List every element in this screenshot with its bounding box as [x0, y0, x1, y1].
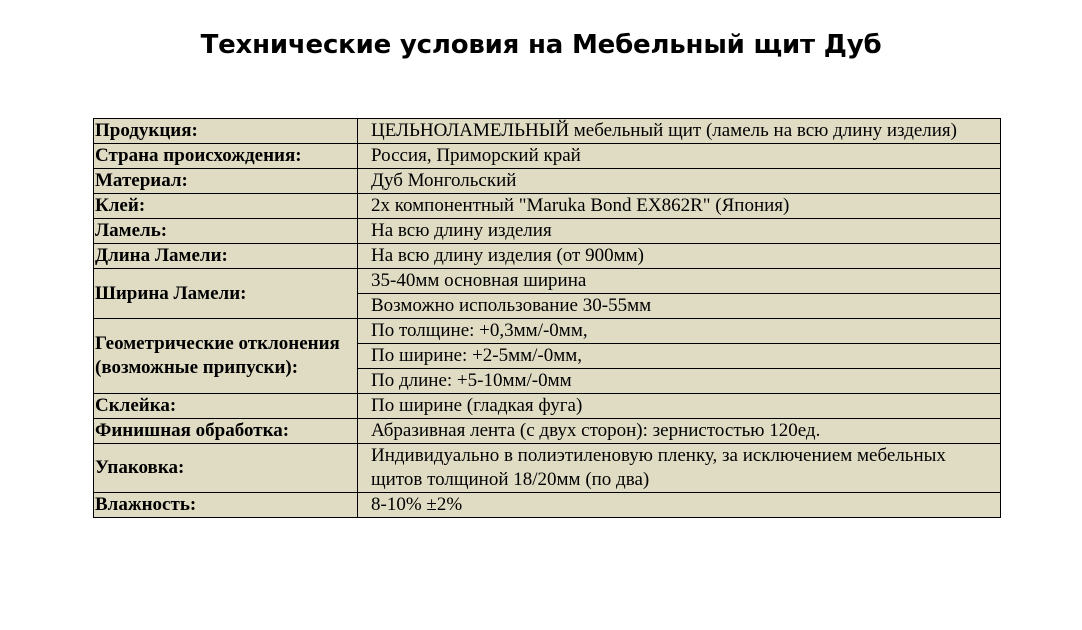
- row-value: Дуб Монгольский: [358, 169, 1001, 194]
- row-label: Ламель:: [94, 219, 358, 244]
- row-value: 35-40мм основная ширина: [358, 269, 1001, 294]
- row-label: Клей:: [94, 194, 358, 219]
- row-label: Влажность:: [94, 493, 358, 518]
- table-row: [94, 219, 1001, 244]
- row-value: На всю длину изделия: [358, 219, 1001, 244]
- row-label: Финишная обработка:: [94, 419, 358, 444]
- row-label: Склейка:: [94, 394, 358, 419]
- row-label: Страна происхождения:: [94, 144, 358, 169]
- row-value: Возможно использование 30-55мм: [358, 294, 1001, 319]
- row-value: По длине: +5-10мм/-0мм: [358, 369, 1001, 394]
- table-row: [94, 493, 1001, 518]
- spec-table: [93, 118, 1001, 518]
- row-label: Материал:: [94, 169, 358, 194]
- table-row: [94, 144, 1001, 169]
- page-title: Технические условия на Мебельный щит Дуб: [200, 30, 882, 60]
- table-row: [94, 319, 1001, 344]
- row-label: Упаковка:: [94, 444, 358, 493]
- table-row: [94, 119, 1001, 144]
- row-label: Длина Ламели:: [94, 244, 358, 269]
- row-value: По ширине (гладкая фуга): [358, 394, 1001, 419]
- table-row: [94, 419, 1001, 444]
- row-value: 2х компонентный "Maruka Bond EX862R" (Япония): [358, 194, 1001, 219]
- row-label: Ширина Ламели:: [94, 269, 358, 319]
- row-value: ЦЕЛЬНОЛАМЕЛЬНЫЙ мебельный щит (ламель на всю длину изделия): [358, 119, 1001, 144]
- table-row: [94, 269, 1001, 294]
- row-value: По толщине: +0,3мм/-0мм,: [358, 319, 1001, 344]
- row-value: 8-10% ±2%: [358, 493, 1001, 518]
- table-row: [94, 169, 1001, 194]
- row-value: На всю длину изделия (от 900мм): [358, 244, 1001, 269]
- row-value: Россия, Приморский край: [358, 144, 1001, 169]
- row-value: Индивидуально в полиэтиленовую пленку, за исключением мебельных щитов толщиной 18/20мм (по два): [358, 444, 1001, 493]
- table-row: [94, 394, 1001, 419]
- row-value: Абразивная лента (с двух сторон): зернистостью 120ед.: [358, 419, 1001, 444]
- row-label: Геометрические отклонения (возможные припуски):: [94, 319, 358, 394]
- table-row: [94, 194, 1001, 219]
- row-label: Продукция:: [94, 119, 358, 144]
- table-row: [94, 444, 1001, 493]
- row-value: По ширине: +2-5мм/-0мм,: [358, 344, 1001, 369]
- table-row: [94, 244, 1001, 269]
